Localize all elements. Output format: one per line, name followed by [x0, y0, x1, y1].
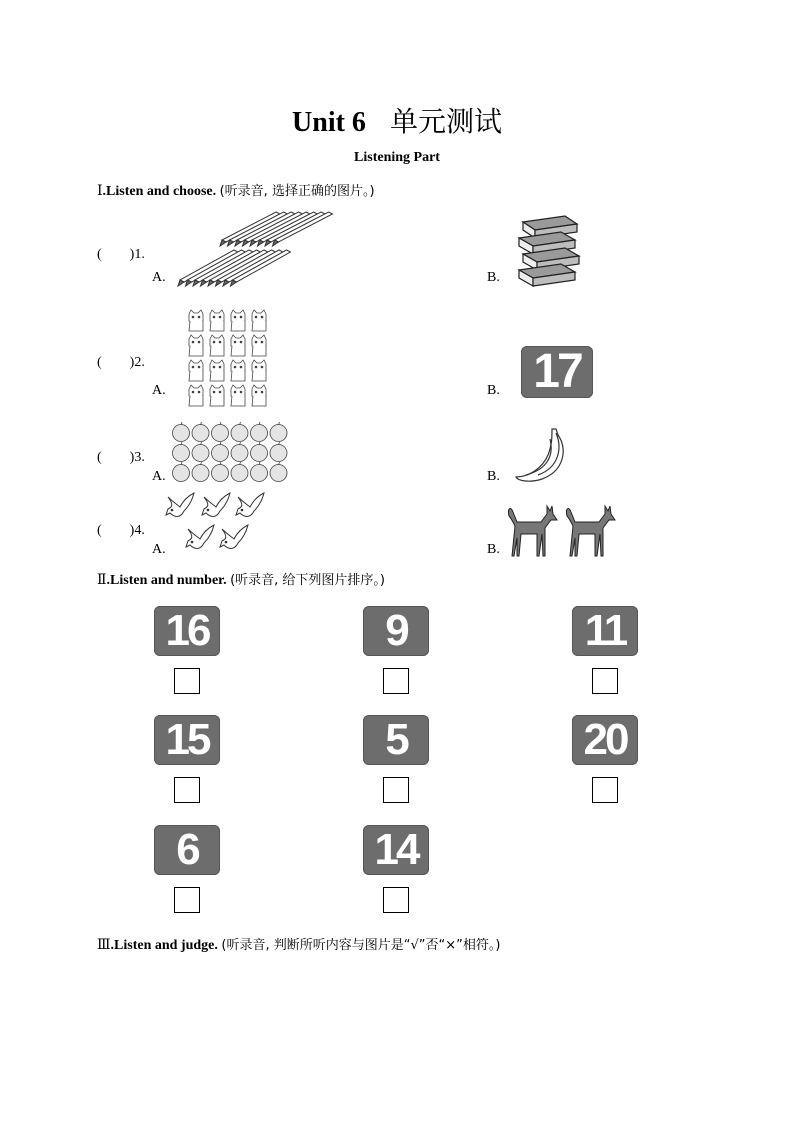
section-1-instruction: (听录音, 选择正确的图片。): [219, 184, 375, 199]
q3-option-a-label: A.: [152, 469, 166, 484]
number-card-16: 16: [154, 606, 220, 656]
number-card-11: 11: [572, 606, 638, 656]
books-image: [515, 212, 585, 290]
q2-option-a-label: A.: [152, 383, 166, 398]
section-1-numeral: Ⅰ: [97, 184, 103, 199]
section-3-numeral: Ⅲ: [97, 938, 111, 953]
section-3-heading: [97, 934, 500, 954]
answer-box-5[interactable]: [383, 777, 409, 803]
number-card-20: 20: [572, 715, 638, 765]
section-1-head: .Listen and choose.: [102, 184, 217, 199]
q3-option-b-label: B.: [487, 469, 500, 484]
answer-box-15[interactable]: [174, 777, 200, 803]
q1-option-a-label: A.: [152, 270, 166, 285]
question-4-label: ( )4.: [97, 523, 145, 538]
question-1-label: ( )1.: [97, 247, 145, 262]
q4-option-b-label: B.: [487, 542, 500, 557]
question-3-label: ( )3.: [97, 450, 145, 465]
answer-box-20[interactable]: [592, 777, 618, 803]
section-1-heading: [97, 180, 375, 200]
number-card-17: 17: [521, 346, 593, 398]
apples-image: [172, 423, 290, 485]
cats-image: [185, 308, 271, 408]
page-title: [0, 100, 794, 140]
section-3-head: .Listen and judge.: [110, 938, 218, 953]
number-card-14: 14: [363, 825, 429, 875]
birds-image: [164, 493, 268, 555]
number-card-6: 6: [154, 825, 220, 875]
subtitle: Listening Part: [354, 150, 440, 165]
section-2-instruction: (听录音, 给下列图片排序。): [230, 573, 386, 588]
number-card-5: 5: [363, 715, 429, 765]
number-card-9: 9: [363, 606, 429, 656]
section-2-head: .Listen and number.: [106, 573, 227, 588]
q2-option-b-label: B.: [487, 383, 500, 398]
answer-box-16[interactable]: [174, 668, 200, 694]
title-text: Unit 6: [292, 107, 366, 138]
q4-option-a-label: A.: [152, 542, 166, 557]
section-2-heading: [97, 569, 385, 589]
dogs-image: [505, 500, 621, 560]
q1-option-b-label: B.: [487, 270, 500, 285]
section-3-instruction: (听录音, 判断所听内容与图片是“√”否“×”相符。): [221, 938, 501, 953]
answer-box-9[interactable]: [383, 668, 409, 694]
title-zh: 单元测试: [389, 105, 502, 138]
answer-box-6[interactable]: [174, 887, 200, 913]
number-card-15: 15: [154, 715, 220, 765]
answer-box-11[interactable]: [592, 668, 618, 694]
section-2-numeral: Ⅱ: [97, 573, 107, 588]
question-2-label: ( )2.: [97, 355, 145, 370]
banana-image: [512, 425, 568, 485]
pencils-image: [172, 210, 282, 290]
answer-box-14[interactable]: [383, 887, 409, 913]
